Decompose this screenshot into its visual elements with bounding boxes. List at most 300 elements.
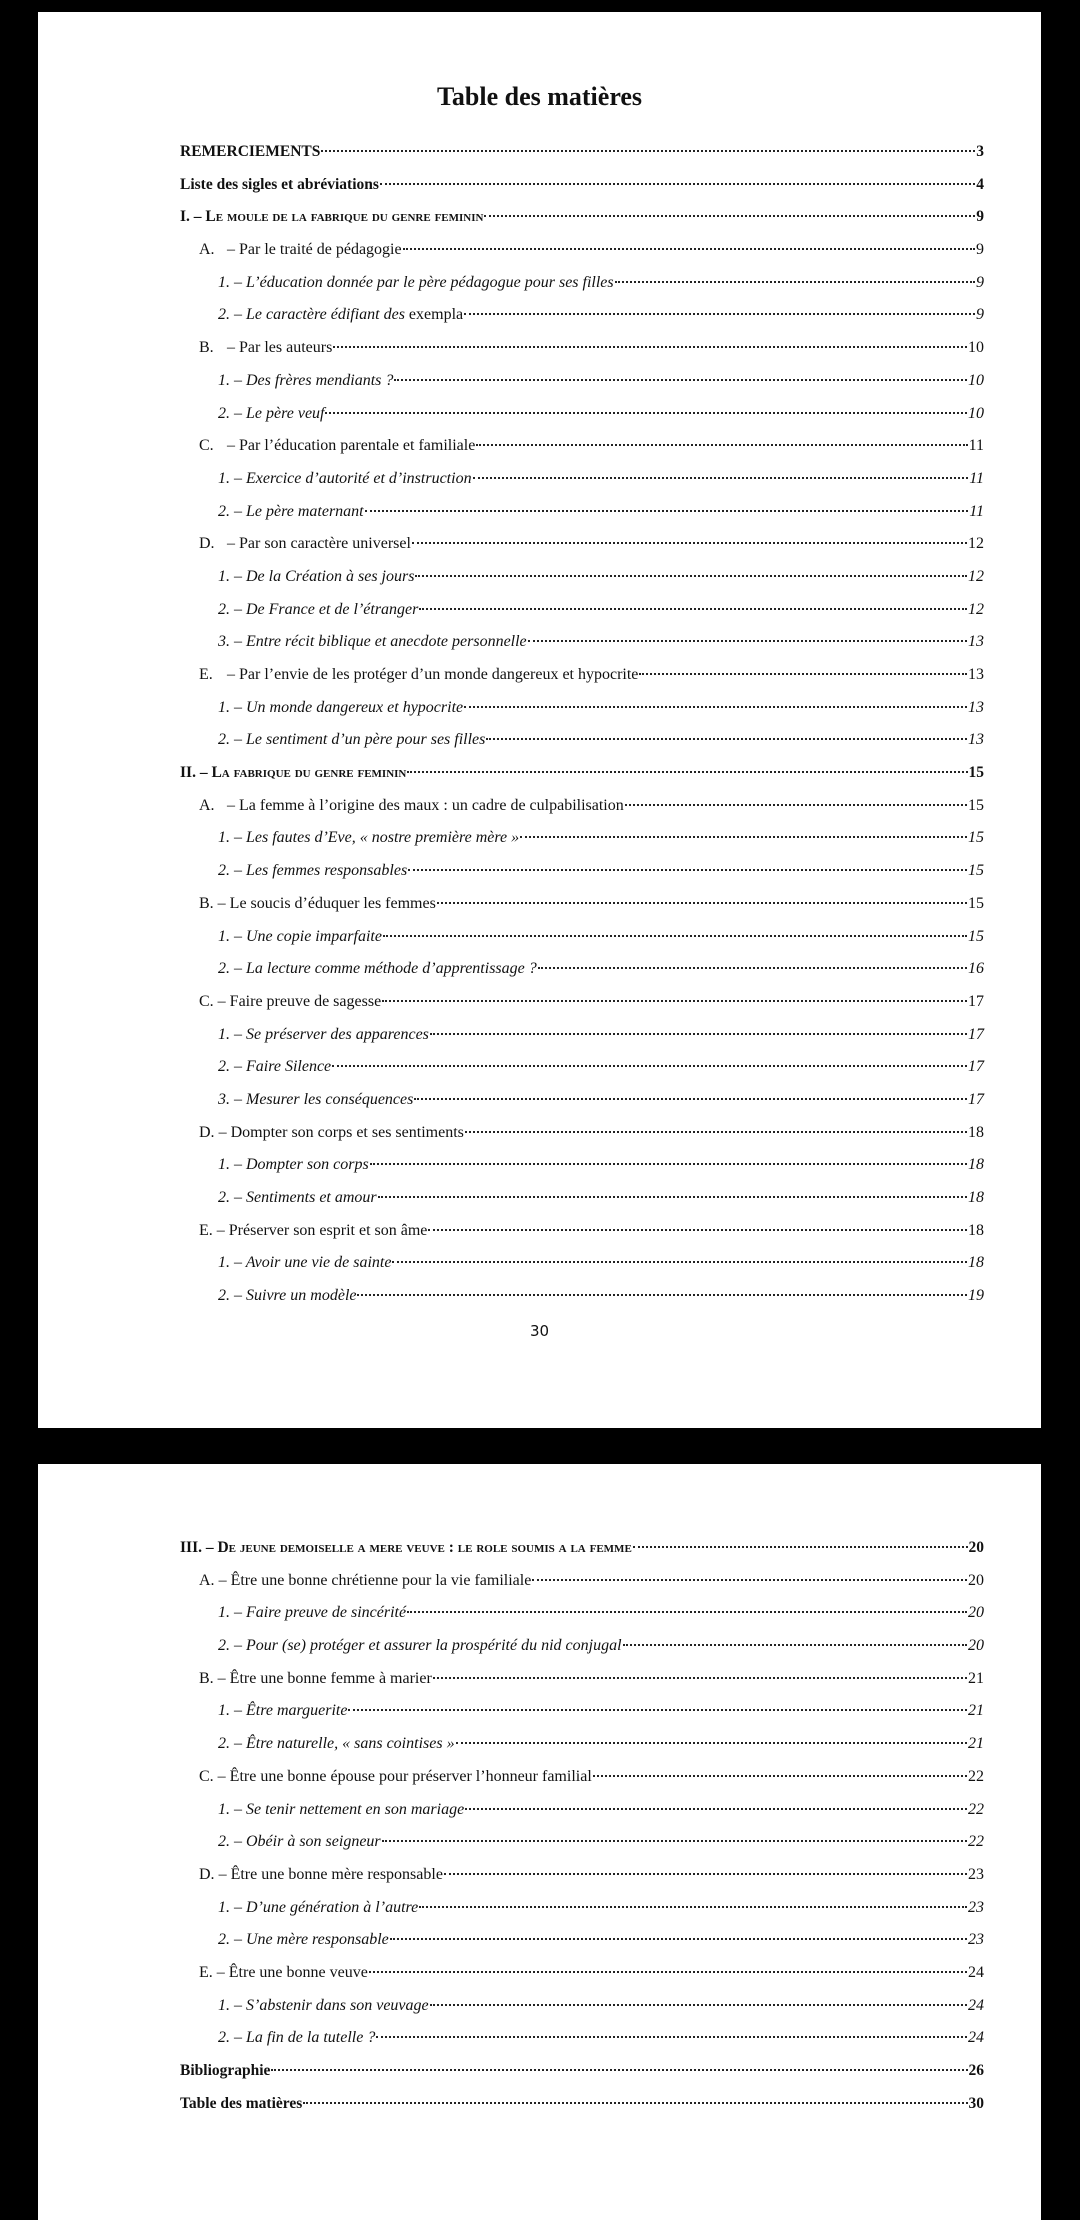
dot-leader xyxy=(394,379,967,381)
toc-entry-label xyxy=(199,1859,443,1892)
toc-entry-label xyxy=(218,626,527,659)
toc-entry-page: 13 xyxy=(968,731,984,749)
toc-entry-page: 3 xyxy=(976,143,984,160)
toc-entry-text: – La lecture comme méthode d’apprentissage ? xyxy=(230,960,537,978)
dot-leader xyxy=(332,1065,967,1067)
dot-leader xyxy=(325,412,967,414)
dot-leader xyxy=(593,1775,967,1777)
toc-entry-number: 2. xyxy=(218,1931,230,1949)
dot-leader xyxy=(382,1840,967,1842)
toc-entry-page: 15 xyxy=(968,862,984,880)
toc-entry-page: 20 xyxy=(968,1571,984,1589)
toc-entry-page: 21 xyxy=(968,1669,984,1687)
dot-leader xyxy=(376,2036,967,2038)
toc-entry-number: 1. xyxy=(218,1898,230,1916)
dot-leader xyxy=(412,542,967,544)
toc-entry-page: 9 xyxy=(976,241,984,259)
toc-entry-number: 1. xyxy=(218,1800,230,1818)
toc-entry-label xyxy=(218,1280,356,1313)
toc-entry[interactable] xyxy=(180,1826,984,1859)
toc-entry-page: 30 xyxy=(968,2094,984,2112)
toc-entry-label xyxy=(218,953,537,986)
toc-entry-text: – Faire preuve de sagesse xyxy=(213,992,382,1010)
toc-entry-label xyxy=(199,986,381,1019)
toc-entry-label xyxy=(218,855,407,888)
toc-entry-label xyxy=(218,299,463,332)
toc-entry-label xyxy=(218,822,519,855)
toc-entry-text: – Être une bonne épouse pour préserver l’honneur familial xyxy=(213,1767,592,1785)
toc-entry-text: – Être une bonne veuve xyxy=(212,1963,368,1981)
toc-entry-number: 2. xyxy=(218,731,230,749)
toc-entry-page: 26 xyxy=(968,2062,984,2079)
dot-leader xyxy=(532,1579,967,1581)
toc-entry-number: 3. xyxy=(218,1090,230,1108)
toc-entry-label xyxy=(218,1695,347,1728)
toc-entry-page: 12 xyxy=(968,535,984,553)
toc-entry-page: 24 xyxy=(968,1963,984,1981)
toc-entry-number: 2. xyxy=(218,1637,230,1655)
toc-entry-label xyxy=(218,1990,429,2023)
toc-entry-number: A. xyxy=(199,796,215,814)
toc-entry-text: – Le soucis d’éduquer les femmes xyxy=(213,894,436,912)
toc-entry-label xyxy=(218,1826,381,1859)
toc-list xyxy=(180,1532,984,2120)
toc-entry-label xyxy=(199,1663,432,1696)
toc-entry-label xyxy=(199,1215,427,1248)
toc-entry-label xyxy=(199,332,332,365)
toc-entry[interactable] xyxy=(180,888,984,921)
toc-entry[interactable] xyxy=(180,1859,984,1892)
toc-entry[interactable] xyxy=(180,1892,984,1925)
toc-entry-page: 4 xyxy=(976,175,984,193)
toc-entry-page: 18 xyxy=(968,1123,984,1141)
dot-leader xyxy=(380,183,975,185)
toc-entry[interactable] xyxy=(180,201,984,234)
toc-entry[interactable] xyxy=(180,267,984,300)
toc-entry[interactable] xyxy=(180,1247,984,1280)
toc-entry[interactable] xyxy=(180,463,984,496)
toc-entry-label xyxy=(180,757,406,790)
toc-entry-page: 13 xyxy=(968,666,984,683)
toc-entry[interactable] xyxy=(180,855,984,888)
toc-entry[interactable] xyxy=(180,1280,984,1313)
toc-entry-number: E. xyxy=(199,1963,213,1981)
toc-entry-number: 1. xyxy=(218,1996,230,2014)
toc-entry-page: 13 xyxy=(968,633,984,651)
toc-entry[interactable] xyxy=(180,1215,984,1248)
dot-leader xyxy=(392,1261,967,1263)
toc-entry-text: – Être marguerite xyxy=(230,1702,348,1720)
toc-entry-page: 18 xyxy=(968,1156,984,1174)
toc-entry-label xyxy=(199,234,402,267)
toc-entry-text: – Par l’envie de les protéger d’un monde dangereux et hypocrite xyxy=(227,666,639,683)
toc-entry[interactable] xyxy=(180,1149,984,1182)
toc-entry-text: – Par les auteurs xyxy=(227,339,333,357)
toc-entry-label xyxy=(218,496,364,529)
toc-entry-page: 24 xyxy=(968,2029,984,2047)
toc-entry-text: – Préserver son esprit et son âme xyxy=(212,1221,428,1239)
toc-entry-page: 22 xyxy=(968,1833,984,1851)
toc-entry-page: 20 xyxy=(968,1539,984,1556)
toc-entry-number: 2. xyxy=(218,1833,230,1851)
toc-entry-text: – Par l’éducation parentale et familiale xyxy=(227,437,476,455)
toc-entry-label xyxy=(180,2055,270,2088)
toc-entry-page: 18 xyxy=(968,1254,984,1272)
toc-entry-page: 22 xyxy=(968,1767,984,1785)
dot-leader xyxy=(437,902,967,904)
toc-entry-label xyxy=(199,659,638,692)
toc-entry-page: 19 xyxy=(968,1287,984,1305)
toc-entry-label xyxy=(218,1924,389,1957)
dot-leader xyxy=(615,281,975,283)
dot-leader xyxy=(365,510,969,512)
toc-entry-label xyxy=(218,692,463,725)
toc-entry-page: 18 xyxy=(968,1189,984,1206)
toc-entry-label xyxy=(199,430,475,463)
dot-leader xyxy=(382,1000,967,1002)
toc-entry-text: Bibliographie xyxy=(180,2062,271,2079)
toc-entry-number: D. xyxy=(199,535,215,553)
dot-leader xyxy=(444,1873,967,1875)
toc-entry-number: A. xyxy=(199,241,215,259)
toc-entry-number: 1. xyxy=(218,829,230,847)
toc-entry-text: Liste des sigles et abréviations xyxy=(180,175,379,193)
toc-entry-text: – Des frères mendiants ? xyxy=(230,371,394,389)
dot-leader xyxy=(407,1611,967,1613)
toc-entry[interactable] xyxy=(180,1084,984,1117)
toc-entry-text: – Le sentiment d’un père pour ses filles xyxy=(230,731,486,749)
dot-leader xyxy=(403,248,975,250)
toc-entry[interactable] xyxy=(180,398,984,431)
toc-entry-text: – Se tenir nettement en son mariage xyxy=(230,1800,465,1818)
toc-entry-page: 17 xyxy=(968,992,984,1010)
toc-entry-label xyxy=(218,1728,455,1761)
toc-entry-text: – S’abstenir dans son veuvage xyxy=(230,1996,429,2014)
toc-entry-label xyxy=(218,561,414,594)
toc-entry-text: – Suivre un modèle xyxy=(230,1287,357,1305)
dot-leader xyxy=(625,804,967,806)
dot-leader xyxy=(430,1033,967,1035)
toc-entry-label xyxy=(199,1761,592,1794)
toc-entry-number: A. xyxy=(199,1571,215,1589)
toc-entry-text: – Faire Silence xyxy=(230,1058,332,1076)
toc-entry-label xyxy=(218,1084,413,1117)
dot-leader xyxy=(473,477,969,479)
toc-entry-number: 1. xyxy=(218,567,230,585)
toc-entry-page: 12 xyxy=(968,567,984,585)
toc-entry-text: – La fin de la tutelle ? xyxy=(230,2029,376,2047)
toc-entry-page: 20 xyxy=(968,1637,984,1655)
toc-entry-label xyxy=(180,169,379,202)
dot-leader xyxy=(538,967,967,969)
toc-entry-page: 17 xyxy=(968,1025,984,1043)
dot-leader xyxy=(419,608,967,610)
toc-entry-number: 2. xyxy=(218,404,230,422)
toc-entry-text: – Avoir une vie de sainte xyxy=(230,1254,392,1272)
toc-entry-text: – Par le traité de pédagogie xyxy=(227,241,402,259)
toc-entry-label xyxy=(180,1532,632,1565)
toc-entry[interactable] xyxy=(180,496,984,529)
toc-entry[interactable] xyxy=(180,1924,984,1957)
dot-leader xyxy=(348,1709,967,1711)
toc-entry-text: De jeune demoiselle a mere veuve : le role soumis a la femme xyxy=(217,1539,632,1556)
toc-entry-number: 1. xyxy=(218,1254,230,1272)
toc-entry[interactable] xyxy=(180,1990,984,2023)
toc-entry-label xyxy=(218,1051,331,1084)
toc-entry[interactable] xyxy=(180,594,984,627)
toc-entry[interactable] xyxy=(180,1630,984,1663)
toc-entry-text: – Sentiments et amour xyxy=(230,1189,377,1206)
toc-entry-number: 2. xyxy=(218,862,230,880)
toc-entry-number: 1. xyxy=(218,469,230,487)
dot-leader xyxy=(271,2069,967,2071)
toc-entry-number: 1. xyxy=(218,1025,230,1043)
toc-entry-number: 2. xyxy=(218,1189,230,1206)
toc-entry-number: 1. xyxy=(218,927,230,945)
toc-entry-text: – La femme à l’origine des maux : un cadre de culpabilisation xyxy=(227,796,624,814)
toc-entry-page: 15 xyxy=(968,927,984,945)
toc-entry[interactable] xyxy=(180,1597,984,1630)
page-number: 30 xyxy=(529,1322,550,1340)
toc-entry-page: 15 xyxy=(968,764,984,782)
toc-entry-label xyxy=(218,398,324,431)
toc-entry[interactable] xyxy=(180,1019,984,1052)
toc-entry[interactable] xyxy=(180,822,984,855)
toc-entry-label xyxy=(218,1892,418,1925)
toc-entry-number: 2. xyxy=(218,1287,230,1305)
toc-entry-page: 15 xyxy=(968,796,984,814)
toc-entry-text: – Par son caractère universel xyxy=(227,535,411,553)
dot-leader xyxy=(623,1644,967,1646)
toc-entry-number: 3. xyxy=(218,633,230,651)
toc-entry[interactable] xyxy=(180,332,984,365)
toc-entry[interactable] xyxy=(180,986,984,1019)
toc-entry-page: 18 xyxy=(968,1221,984,1239)
toc-entry-text: – Dompter son corps xyxy=(230,1156,369,1174)
toc-entry[interactable] xyxy=(180,299,984,332)
toc-entry[interactable] xyxy=(180,528,984,561)
document-page-1 xyxy=(38,12,1041,1428)
toc-entry-label xyxy=(199,528,411,561)
toc-entry-page: 23 xyxy=(968,1898,984,1916)
dot-leader xyxy=(370,1163,967,1165)
toc-entry-page: 15 xyxy=(968,894,984,912)
toc-entry-text: – Se préserver des apparences xyxy=(230,1025,429,1043)
toc-entry-text: – D’une génération à l’autre xyxy=(230,1898,419,1916)
toc-entry-number: 1. xyxy=(218,1702,230,1720)
toc-entry[interactable] xyxy=(180,1051,984,1084)
toc-entry-text: – Dompter son corps et ses sentiments xyxy=(214,1123,464,1141)
toc-entry-page: 17 xyxy=(968,1058,984,1076)
toc-entry-label xyxy=(218,2022,375,2055)
toc-entry-text: – Le père maternant xyxy=(230,502,364,520)
toc-entry-page: 21 xyxy=(968,1735,984,1753)
toc-entry[interactable] xyxy=(180,724,984,757)
toc-entry[interactable] xyxy=(180,626,984,659)
toc-entry-label xyxy=(218,1794,464,1827)
toc-entry-label xyxy=(199,888,436,921)
toc-entry-page: 11 xyxy=(969,469,984,487)
toc-entry[interactable] xyxy=(180,1695,984,1728)
dot-leader xyxy=(415,575,967,577)
toc-entry-text: – Les femmes responsables xyxy=(230,862,408,880)
toc-entry-text: – De France et de l’étranger xyxy=(230,600,419,618)
dot-leader xyxy=(378,1196,967,1198)
toc-entry-page: 24 xyxy=(968,1996,984,2014)
toc-entry-label xyxy=(218,1019,429,1052)
toc-entry[interactable] xyxy=(180,1794,984,1827)
toc-entry-label xyxy=(180,201,483,234)
toc-entry-text: – Entre récit biblique et anecdote personnelle xyxy=(230,633,527,651)
toc-entry-number: C. xyxy=(199,1767,214,1785)
toc-entry-page: 22 xyxy=(968,1800,984,1818)
toc-entry-label xyxy=(199,1957,368,1990)
dot-leader xyxy=(321,150,975,152)
dot-leader xyxy=(333,346,967,348)
toc-entry-page: 12 xyxy=(968,600,984,618)
toc-entry-page: 17 xyxy=(968,1090,984,1108)
toc-entry[interactable] xyxy=(180,2088,984,2121)
dot-leader xyxy=(408,869,967,871)
toc-entry-number: 2. xyxy=(218,1058,230,1076)
toc-entry-text-upright: exempla xyxy=(408,306,464,324)
toc-entry[interactable] xyxy=(180,953,984,986)
toc-entry[interactable] xyxy=(180,1117,984,1150)
toc-entry-label xyxy=(218,724,485,757)
toc-entry-label xyxy=(218,1149,369,1182)
toc-entry[interactable] xyxy=(180,1565,984,1598)
toc-entry-number: 2. xyxy=(218,502,230,520)
toc-entry-text: – Le père veuf xyxy=(230,404,325,422)
dot-leader xyxy=(520,836,967,838)
toc-entry[interactable] xyxy=(180,1663,984,1696)
dot-leader xyxy=(357,1294,967,1296)
toc-entry[interactable] xyxy=(180,2022,984,2055)
toc-entry-text: – Exercice d’autorité et d’instruction xyxy=(230,469,472,487)
toc-entry-text: – Être une bonne femme à marier xyxy=(213,1669,432,1687)
toc-entry-number: B. xyxy=(199,339,214,357)
toc-entry-text: REMERCIEMENTS xyxy=(180,143,321,160)
toc-entry[interactable] xyxy=(180,169,984,202)
toc-entry[interactable] xyxy=(180,430,984,463)
toc-entry-text: – Faire preuve de sincérité xyxy=(230,1604,407,1622)
document-page-2 xyxy=(38,1464,1041,2220)
toc-entry-text: – Être naturelle, « sans cointises » xyxy=(230,1735,455,1753)
toc-entry-page: 20 xyxy=(968,1604,984,1622)
toc-entry-number: 1. xyxy=(218,1156,230,1174)
dot-leader xyxy=(633,1546,968,1548)
toc-entry-text: – Une mère responsable xyxy=(230,1931,389,1949)
toc-entry[interactable] xyxy=(180,1728,984,1761)
dot-leader xyxy=(456,1742,967,1744)
toc-entry-number: E. xyxy=(199,666,213,683)
toc-entry-number: D. xyxy=(199,1865,215,1883)
dot-leader xyxy=(303,2102,967,2104)
toc-entry-label xyxy=(199,1117,464,1150)
dot-leader xyxy=(430,2004,967,2006)
toc-entry-text: – Les fautes d’Eve, « nostre première mère » xyxy=(230,829,520,847)
dot-leader xyxy=(407,771,967,773)
toc-entry[interactable] xyxy=(180,1761,984,1794)
toc-entry[interactable] xyxy=(180,790,984,823)
toc-entry[interactable] xyxy=(180,1532,984,1565)
dot-leader xyxy=(383,935,967,937)
toc-entry-text: – Être une bonne mère responsable xyxy=(214,1865,443,1883)
page-title: Table des matières xyxy=(436,82,643,111)
toc-entry-number: II. – xyxy=(180,764,212,782)
toc-entry-page: 23 xyxy=(968,1931,984,1949)
toc-entry-label xyxy=(218,921,382,954)
toc-entry-number: 2. xyxy=(218,306,230,324)
toc-entry-number: 2. xyxy=(218,960,230,978)
dot-leader xyxy=(464,706,967,708)
toc-entry-text: – De la Création à ses jours xyxy=(230,567,415,585)
toc-entry[interactable] xyxy=(180,1182,984,1215)
toc-entry-page: 13 xyxy=(968,698,984,716)
toc-entry[interactable] xyxy=(180,757,984,790)
toc-entry-page: 15 xyxy=(968,829,984,847)
toc-entry-page: 11 xyxy=(968,437,984,455)
toc-entry-page: 10 xyxy=(968,371,984,389)
dot-leader xyxy=(465,1131,967,1133)
toc-entry-number: 2. xyxy=(218,600,230,618)
toc-entry-number: B. xyxy=(199,1669,214,1687)
toc-entry-label xyxy=(199,1565,531,1598)
toc-entry-label xyxy=(218,1597,406,1630)
toc-entry[interactable] xyxy=(180,659,984,692)
toc-entry-number: 1. xyxy=(218,1604,230,1622)
toc-entry-page: 10 xyxy=(968,404,984,422)
dot-leader xyxy=(390,1938,967,1940)
toc-entry-text: Table des matières xyxy=(180,2094,303,2112)
toc-entry-label xyxy=(218,1630,622,1663)
dot-leader xyxy=(369,1971,967,1973)
toc-entry-number: D. xyxy=(199,1123,215,1141)
toc-entry-page: 9 xyxy=(976,208,984,226)
dot-leader xyxy=(414,1098,967,1100)
toc-entry-number: III. – xyxy=(180,1539,218,1556)
toc-entry[interactable] xyxy=(180,365,984,398)
toc-entry[interactable] xyxy=(180,2055,984,2088)
toc-entry[interactable] xyxy=(180,234,984,267)
dot-leader xyxy=(639,673,967,675)
toc-entry-text: – Être une bonne chrétienne pour la vie familiale xyxy=(214,1571,532,1589)
toc-entry-label xyxy=(218,365,393,398)
toc-entry-label xyxy=(218,267,614,300)
toc-entry[interactable] xyxy=(180,692,984,725)
toc-entry-label xyxy=(180,136,320,169)
toc-entry[interactable] xyxy=(180,136,984,169)
toc-entry-label xyxy=(180,2088,302,2121)
toc-entry-number: 1. xyxy=(218,273,230,291)
toc-entry-number: 1. xyxy=(218,371,230,389)
dot-leader xyxy=(486,738,967,740)
toc-entry-text: – Pour (se) protéger et assurer la prospérité du nid conjugal xyxy=(230,1637,622,1655)
toc-entry[interactable] xyxy=(180,1957,984,1990)
dot-leader xyxy=(476,444,967,446)
toc-entry-label xyxy=(218,594,418,627)
toc-entry-page: 10 xyxy=(968,339,984,357)
toc-entry-page: 16 xyxy=(968,960,984,978)
toc-entry-text: – Un monde dangereux et hypocrite xyxy=(230,698,464,716)
toc-entry-page: 21 xyxy=(968,1702,984,1720)
toc-entry-number: 2. xyxy=(218,1735,230,1753)
toc-entry-number: I. – xyxy=(180,208,206,226)
toc-entry[interactable] xyxy=(180,561,984,594)
toc-entry[interactable] xyxy=(180,921,984,954)
dot-leader xyxy=(428,1229,967,1231)
toc-list xyxy=(180,136,984,1313)
